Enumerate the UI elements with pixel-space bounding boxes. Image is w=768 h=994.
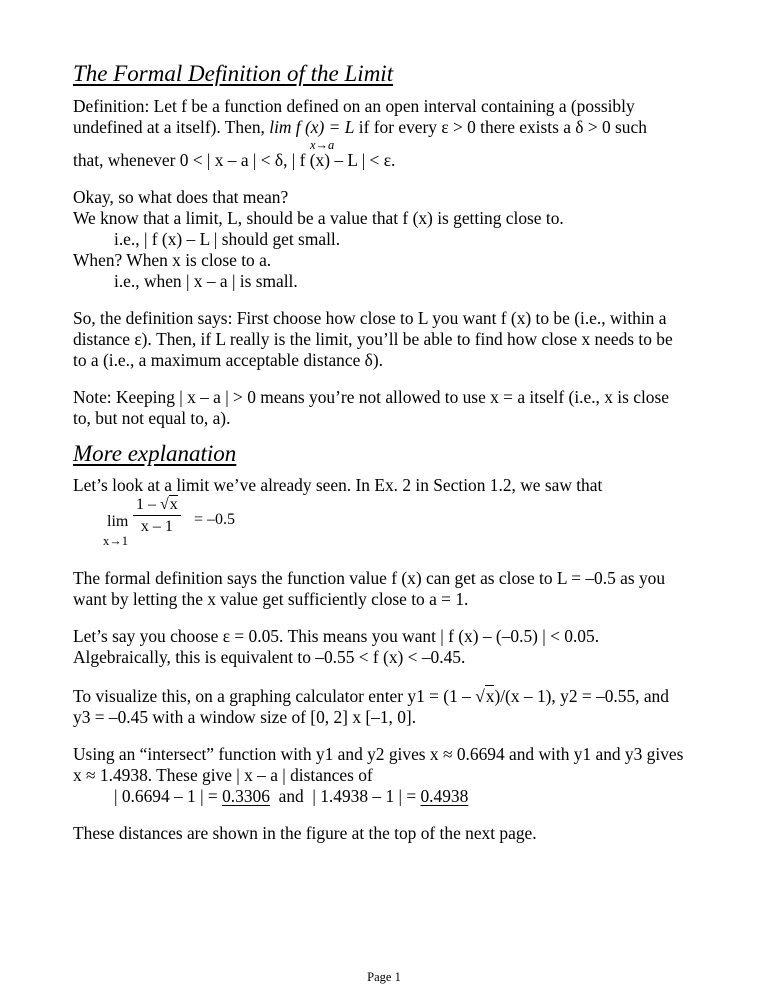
paragraph-8: These distances are shown in the figure at the top of the next page. (73, 823, 537, 843)
paragraph-2-line-2: distance ε). Then, if L really is the limit, you’ll be able to find how close x needs to be (73, 329, 673, 349)
definition-line-3: that, whenever 0 < | x – a | < δ, | f (x) – L | < ε. (73, 150, 396, 170)
section-heading-formal-definition: The Formal Definition of the Limit (73, 61, 394, 86)
calculator-entry-radicand: x (485, 686, 495, 706)
definition-line-1: Definition: Let f be a function defined on an open interval containing a (possibly (73, 96, 635, 116)
definition-line-2-pre: undefined at a itself). Then, (73, 117, 265, 137)
definition-limit-expression: lim f (x) = L (269, 117, 355, 137)
paragraph-3-line-1: Note: Keeping | x – a | > 0 means you’re not allowed to use x = a itself (i.e., x is close (73, 387, 669, 407)
definition-line-2-post: if for every ε > 0 there exists a δ > 0 such (358, 117, 647, 137)
equation-result: = –0.5 (194, 511, 236, 528)
paragraph-1-line-2: We know that a limit, L, should be a value that f (x) is getting close to. (73, 208, 564, 228)
calculator-entry-pre: To visualize this, on a graphing calculator enter y1 = (1 – (73, 686, 476, 706)
definition-line-2 (73, 117, 647, 138)
paragraph-7-line-2: x ≈ 1.4938. These give | x – a | distances of (73, 765, 373, 785)
paragraph-7-line-3 (114, 786, 468, 807)
paragraph-1-line-1: Okay, so what does that mean? (73, 187, 289, 207)
paragraph-3-line-2: to, but not equal to, a). (73, 408, 231, 428)
equation-fraction (133, 495, 181, 536)
paragraph-2-line-1: So, the definition says: First choose how close to L you want f (x) to be (i.e., within a (73, 308, 667, 328)
paragraph-5-line-1: Let’s say you choose ε = 0.05. This means you want | f (x) – (–0.5) | < 0.05. (73, 626, 600, 646)
paragraph-6-line-2: y3 = –0.45 with a window size of [0, 2] x [–1, 0]. (73, 707, 417, 727)
equation-radicand: x (169, 496, 178, 513)
distance-1-value: 0.3306 (222, 786, 270, 806)
calculator-entry-post: )/(x – 1), y2 = –0.55, and (494, 686, 669, 706)
intro-line: Let’s look at a limit we’ve already seen. In Ex. 2 in Section 1.2, we saw that (73, 475, 603, 495)
paragraph-2-line-3: to a (i.e., a maximum acceptable distance δ). (73, 350, 383, 370)
equation-lim: lim (107, 513, 129, 530)
distance-2-expression: and | 1.4938 – 1 | = (269, 786, 421, 806)
section-heading-more-explanation: More explanation (73, 441, 237, 466)
paragraph-6-line-1: To visualize this, on a graphing calculator enter y1 = (1 – √x)/(x – 1), y2 = –0.55, and (73, 686, 669, 706)
paragraph-1-line-4: When? When x is close to a. (73, 250, 272, 270)
equation-denominator: x – 1 (140, 518, 173, 535)
page-number: Page 1 (367, 970, 401, 984)
definition-limit-subscript: x→a (310, 138, 335, 152)
distance-1-expression: | 0.6694 – 1 | = (114, 786, 223, 806)
paragraph-1-line-5: i.e., when | x – a | is small. (114, 271, 298, 291)
equation-numerator: 1 – √x (133, 495, 181, 516)
paragraph-4-line-1: The formal definition says the function value f (x) can get as close to L = –0.5 as you (73, 568, 666, 588)
equation-lim-subscript: x→1 (103, 534, 128, 548)
paragraph-4-line-2: want by letting the x value get sufficiently close to a = 1. (73, 589, 469, 609)
distance-2-value: 0.4938 (420, 786, 469, 806)
paragraph-5-line-2: Algebraically, this is equivalent to –0.55 < f (x) < –0.45. (73, 647, 466, 667)
paragraph-1-line-3: i.e., | f (x) – L | should get small. (114, 229, 341, 249)
equation-numerator-constant: 1 – (136, 496, 160, 513)
paragraph-7-line-1: Using an “intersect” function with y1 and y2 gives x ≈ 0.6694 and with y1 and y3 gives (73, 744, 684, 764)
